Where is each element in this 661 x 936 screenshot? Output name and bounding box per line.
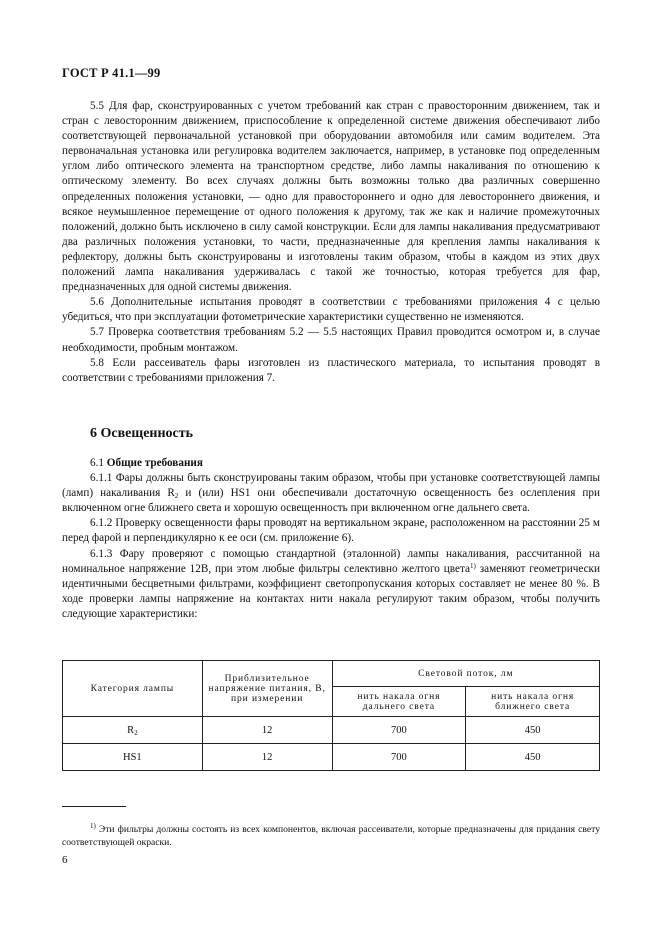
footnote-reference: 1) [469, 561, 476, 570]
paragraph-5-7: 5.7 Проверка соответствия требованиям 5.2 — 5.5 настоящих Правил проводится осмотром и, в случае необходимости, пробным монтажом. [62, 326, 600, 354]
header-lamp-category: Категория лампы [63, 661, 203, 717]
paragraph-5-6: 5.6 Дополнительные испытания проводят в соответствии с требованиями приложения 4 с целью убедиться, что при эксплуатации фотометрические характеристики существенно не изменяются. [62, 296, 600, 324]
footnote-mark: 1) [90, 821, 96, 830]
cell-low-beam: 450 [466, 717, 600, 744]
cell-high-beam: 700 [332, 717, 466, 744]
category-text: R [127, 724, 135, 736]
table-row [63, 717, 600, 744]
section-title: 6 Освещенность [90, 426, 194, 441]
cell-voltage: 12 [202, 744, 332, 771]
subsection-heading [62, 456, 600, 471]
p611-before: 6.1.1 Фары должны быть сконструированы таким образом, чтобы при установке соответствующей лампы (ламп) накаливания R [62, 472, 600, 500]
cell-high-beam: 700 [332, 744, 466, 771]
header-luminous-flux: Световой поток, лм [332, 661, 599, 687]
paragraph-6-1-3 [62, 547, 600, 622]
cell-category [63, 744, 203, 771]
category-subscript: 2 [134, 728, 138, 737]
paragraph-5-5: 5.5 Для фар, сконструированных с учетом требований как стран с правосторонним движением, так и стран с левосторонним движением, приспособление к определенной системе движения обеспечивают либо соответствующей первоначальной установкой при оборудовании автомобиля или самим водителем. Эта первоначальная установка или регулировка водителем заключается, например, в установке под определенным углом либо оптического элемента на транспортном средстве, либо лампы накаливания по отношению к оптическому элементу. Во всех случаях должны быть возможны только два различных совершенно определенных положения установки, — одно для правостороннего и одно для левостороннего движения, и всякое неумышленное перемещение от одного положения к другому, так же как и наличие промежуточных положений, должно быть исключено в силу самой конструкции. Если для лампы накаливания предусматривают два различных положения установки, то части, предназначенные для крепления лампы накаливания к рефлектору, должны быть сконструированы и изготовлены таким образом, чтобы в каждом из этих двух положений лампа накаливания удерживалась с такой же точностью, которая требуется для фар, предназначенных для одной системы движения. [62, 100, 600, 294]
paragraph-5-8: 5.8 Если рассеиватель фары изготовлен из пластического материала, то испытания проводят в соответствии с требованиями приложения 7. [62, 356, 600, 384]
paragraph-6-1-1 [62, 471, 600, 516]
document-header: ГОСТ Р 41.1—99 [62, 66, 161, 80]
category-text: HS1 [123, 751, 142, 763]
footnote-divider [62, 806, 126, 807]
subsection-number: 6.1 [90, 457, 104, 469]
cell-category [63, 717, 203, 744]
page-number: 6 [62, 854, 68, 866]
paragraph-6-1-2: 6.1.2 Проверку освещенности фары проводят на вертикальном экране, расположенном на расстоянии 25 м перед фарой и перпендикулярно к ее оси (см. приложение 6). [62, 517, 600, 545]
section-6-body [62, 456, 600, 622]
header-supply-voltage: Приблизительное напряжение питания, В, при измерении [202, 661, 332, 717]
footnote-text: Эти фильтры должны состоять из всех компонентов, включая рассеиватели, которые предназначены для придания свету соответствующей окраски. [62, 823, 600, 848]
p613-after: заменяют геометрически идентичными бесцветными фильтрами, коэффициент светопропускания которых составляет не менее 80 %. В ходе проверки лампы напряжение на контактах нити накала регулируют таким образом, чтобы получить следующие характеристики: [62, 562, 600, 620]
top-paragraphs [62, 99, 600, 386]
header-high-beam: нить накала огня дальнего света [332, 687, 466, 717]
lamp-characteristics-table [62, 660, 600, 771]
table-row [63, 744, 600, 771]
p611-after: и (или) HS1 они обеспечивали достаточную освещенность без ослепления при включенном огне ближнего света и хорошую освещенность при включенном огне дальнего света. [62, 487, 600, 515]
p613-before: 6.1.3 Фару проверяют с помощью стандартной (эталонной) лампы накаливания, рассчитанной на номинальное напряжение 12В, при этом любые фильтры селективно желтого цвета [62, 547, 600, 575]
cell-voltage: 12 [202, 717, 332, 744]
p611-subscript: 2 [174, 492, 179, 501]
footnote [62, 823, 600, 849]
subsection-title: Общие требования [106, 457, 203, 469]
cell-low-beam: 450 [466, 744, 600, 771]
header-low-beam: нить накала огня ближнего света [466, 687, 600, 717]
